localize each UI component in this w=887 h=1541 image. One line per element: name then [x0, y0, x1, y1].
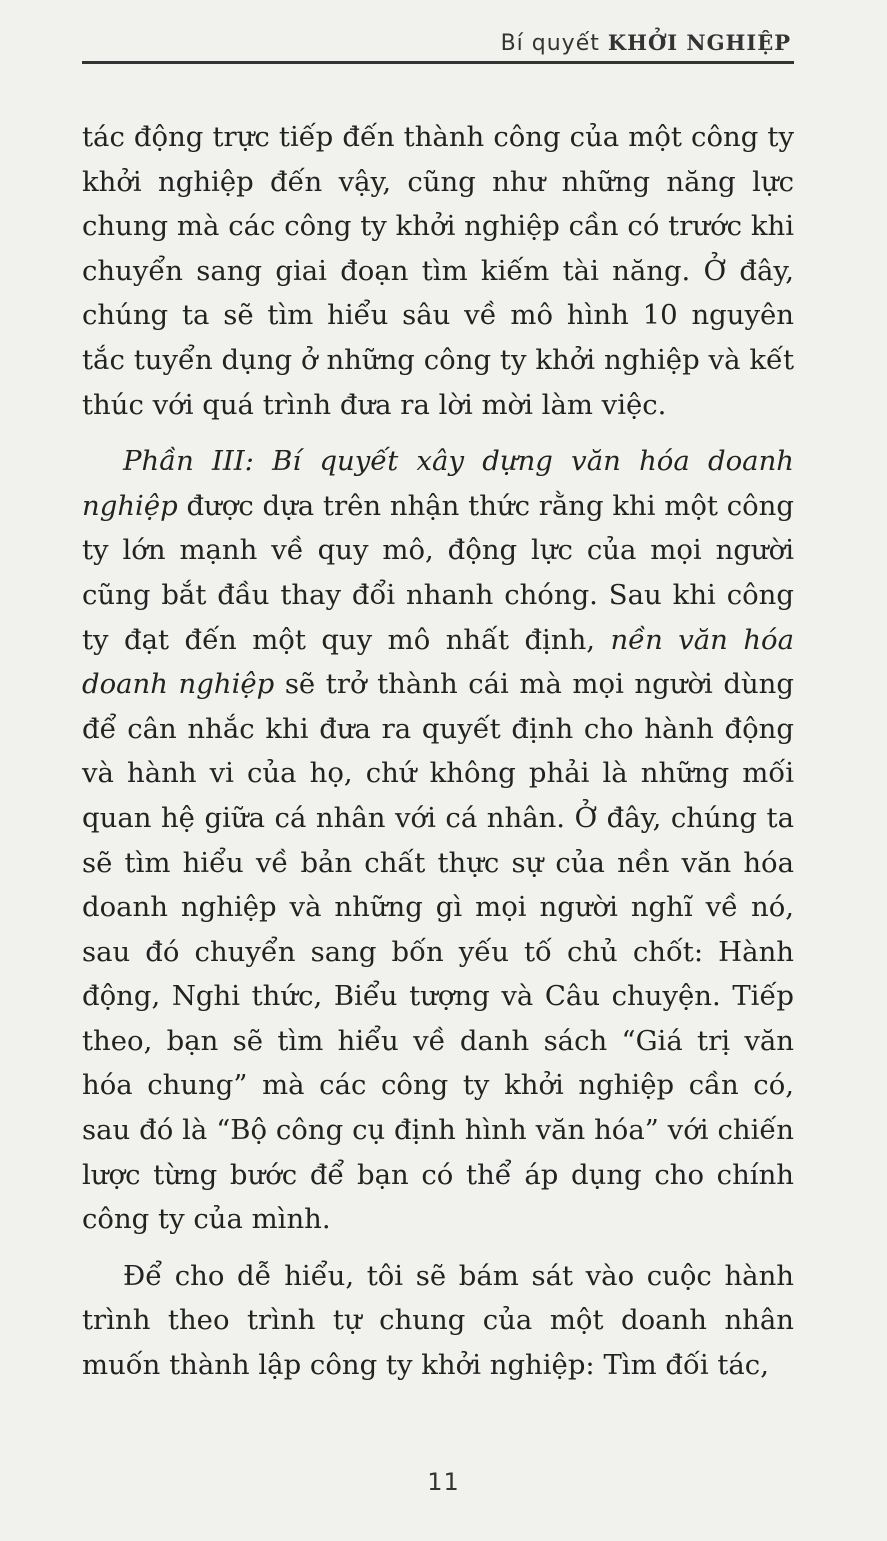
paragraph-2-text-2: sẽ trở thành cái mà mọi người dùng để cân nhắc khi đưa ra quyết định cho hành động và hành vi của họ, chứ không phải là những mối quan hệ giữa cá nhân với cá nhân. Ở đây, chúng ta sẽ tìm hiểu về bản chất thực sự của nền văn hóa doanh nghiệp và những gì mọi người nghĩ về nó, sau đó chuyển sang bốn yếu tố chủ chốt: Hành động, Nghi thức, Biểu tượng và Câu chuyện. Tiếp theo, bạn sẽ tìm hiểu về danh sách “Giá trị văn hóa chung” mà các công ty khởi nghiệp cần có, sau đó là “Bộ công cụ định hình văn hóa” với chiến lược từng bước để bạn có thể áp dụng cho chính công ty của mình.: [82, 668, 794, 1236]
body-text: [82, 115, 794, 1388]
paragraph-2-italic-heading: Phần III: Bí quyết xây dựng văn hóa doanh nghiệp: [82, 445, 794, 522]
paragraph-2-italic-phrase: nền văn hóa doanh nghiệp: [82, 623, 794, 701]
paragraph-1: [82, 115, 794, 427]
header-prefix: Bí quyết: [500, 31, 600, 56]
paragraph-3-text: Để cho dễ hiểu, tôi sẽ bám sát vào cuộc hành trình theo trình tự chung của một doanh nhân muốn thành lập công ty khởi nghiệp: Tìm đối tác,: [82, 1259, 794, 1382]
paragraph-2-text-1: được dựa trên nhận thức rằng khi một công ty lớn mạnh về quy mô, động lực của mọi người cũng bắt đầu thay đổi nhanh chóng. Sau khi công ty đạt đến một quy mô nhất định,: [82, 489, 794, 656]
running-header: [501, 30, 791, 56]
paragraph-1-text: tác động trực tiếp đến thành công của một công ty khởi nghiệp đến vậy, cũng như những năng lực chung mà các công ty khởi nghiệp cần có trước khi chuyển sang giai đoạn tìm kiếm tài năng. Ở đây, chúng ta sẽ tìm hiểu sâu về mô hình 10 nguyên tắc tuyển dụng ở những công ty khởi nghiệp và kết thúc với quá trình đưa ra lời mời làm việc.: [82, 121, 794, 421]
paragraph-2: [82, 439, 794, 1242]
paragraph-3: [82, 1254, 794, 1388]
page-number: 11: [427, 1468, 460, 1496]
header-title: KHỞI NGHIỆP: [607, 30, 791, 55]
header-rule: [82, 61, 794, 64]
